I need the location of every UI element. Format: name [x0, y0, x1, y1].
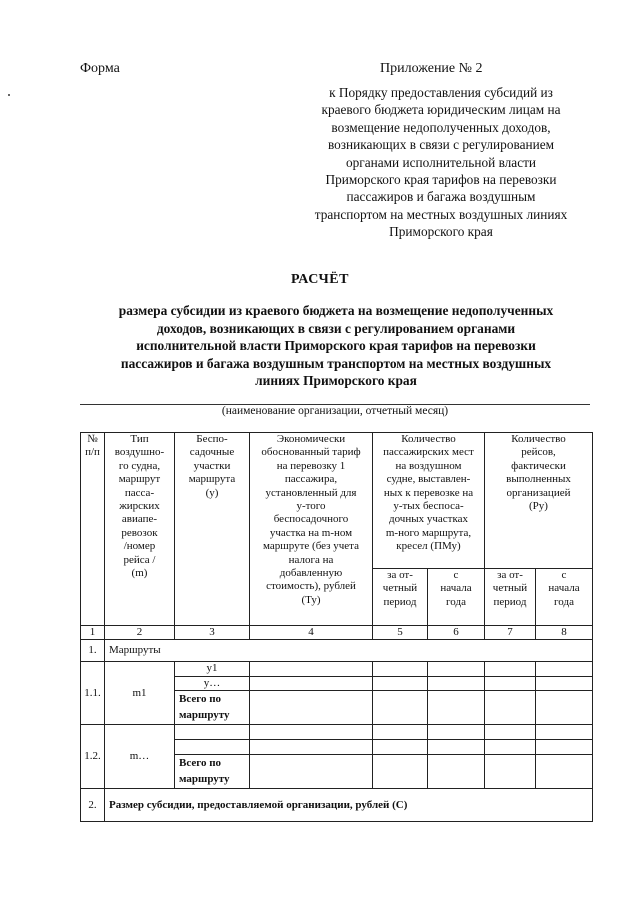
empty-cell	[373, 740, 428, 755]
subtitle-line: исполнительной власти Приморского края тарифов на перевозки	[136, 338, 536, 354]
col-number: 6	[428, 626, 485, 640]
col-number: 1	[81, 626, 105, 640]
route-name: m1	[105, 662, 175, 725]
subheader-seats-ytd: с начала года	[428, 569, 485, 626]
col-number: 7	[485, 626, 536, 640]
header-seats: Количество пассажирских мест на воздушном судне, выставлен- ных к перевозке на у-тых беспоса- дочных участках m-ного маршрута, кресел (ПМу)	[373, 433, 485, 569]
segment-cell: у1	[175, 662, 250, 676]
appendix-text	[288, 84, 594, 241]
header-number: № п/п	[81, 433, 105, 626]
empty-cell	[485, 676, 536, 690]
empty-cell	[536, 740, 593, 755]
subtitle-line: доходов, возникающих в связи с регулированием органами	[156, 320, 516, 336]
empty-cell	[175, 725, 250, 740]
empty-cell	[485, 725, 536, 740]
header-tariff: Экономически обоснованный тариф на перевозку 1 пассажира, установленный для у-того беспосадочного участка на m-ном маршруте (без учета налога на добавленную стоимость), рублей (Ту)	[250, 433, 373, 626]
empty-cell	[373, 755, 428, 789]
col-number: 8	[536, 626, 593, 640]
subtitle-line: пассажиров и багажа воздушным транспортом на местных воздушных	[120, 355, 552, 371]
col-number: 5	[373, 626, 428, 640]
empty-cell	[485, 755, 536, 789]
empty-cell	[536, 725, 593, 740]
appendix-label: Приложение № 2	[380, 61, 483, 76]
subheader-seats-period: за от- четный период	[373, 569, 428, 626]
empty-cell	[536, 676, 593, 690]
appendix-line: органами исполнительной власти	[345, 154, 537, 170]
document-title: РАСЧЁТ	[291, 272, 349, 287]
segment-cell: у…	[175, 676, 250, 690]
document-subtitle	[80, 302, 592, 390]
subtitle-line: размера субсидии из краевого бюджета на возмещение недополученных	[118, 303, 554, 318]
empty-cell	[250, 755, 373, 789]
appendix-line: возникающих в связи с регулированием	[327, 137, 555, 153]
empty-cell	[373, 676, 428, 690]
subsidy-total-label: Размер субсидии, предоставляемой организации, рублей (С)	[105, 789, 593, 822]
col-number: 2	[105, 626, 175, 640]
section-number: 2.	[81, 789, 105, 822]
empty-cell	[536, 755, 593, 789]
appendix-line: Приморского края	[389, 224, 493, 240]
empty-cell	[485, 662, 536, 676]
section-label: Маршруты	[105, 640, 593, 662]
header-nonstop-segments: Беспо- садочные участки маршрута (у)	[175, 433, 250, 626]
empty-cell	[485, 691, 536, 725]
col-number: 4	[250, 626, 373, 640]
header-flights: Количество рейсов, фактически выполненных организацией (Ру)	[485, 433, 593, 569]
table-row	[81, 662, 593, 676]
empty-cell	[428, 676, 485, 690]
col-number: 3	[175, 626, 250, 640]
empty-cell	[175, 740, 250, 755]
empty-cell	[373, 691, 428, 725]
header-aircraft-route: Тип воздушно- го судна, маршрут пасса- жирских авиапе- ревозок /номер рейса / (m)	[105, 433, 175, 626]
appendix-line: пассажиров и багажа воздушным	[346, 189, 536, 205]
subheader-flights-period: за от- четный период	[485, 569, 536, 626]
table-row	[81, 725, 593, 740]
empty-cell	[428, 691, 485, 725]
appendix-line: транспортом на местных воздушных линиях	[314, 206, 568, 222]
appendix-line: возмещение недополученных доходов,	[331, 119, 551, 135]
row-number: 1.1.	[81, 662, 105, 725]
form-label: Форма	[80, 61, 120, 76]
empty-cell	[250, 676, 373, 690]
scan-speck	[8, 94, 10, 96]
section-row-routes	[81, 640, 593, 662]
section-row-subsidy	[81, 789, 593, 822]
empty-cell	[373, 725, 428, 740]
route-name: m…	[105, 725, 175, 789]
subheader-flights-ytd: с начала года	[536, 569, 593, 626]
empty-cell	[428, 725, 485, 740]
empty-cell	[250, 725, 373, 740]
appendix-line: к Порядку предоставления субсидий из	[329, 85, 553, 100]
route-subtotal-label: Всего по маршруту	[175, 755, 250, 789]
row-number: 1.2.	[81, 725, 105, 789]
empty-cell	[428, 662, 485, 676]
empty-cell	[536, 691, 593, 725]
empty-cell	[373, 662, 428, 676]
column-number-row	[81, 626, 593, 640]
empty-cell	[536, 662, 593, 676]
appendix-line: Приморского края тарифов на перевозки	[325, 172, 557, 188]
empty-cell	[428, 755, 485, 789]
empty-cell	[250, 740, 373, 755]
organization-caption: (наименование организации, отчетный месяц)	[221, 405, 449, 417]
empty-cell	[250, 662, 373, 676]
route-subtotal-label: Всего по маршруту	[175, 691, 250, 725]
appendix-line: краевого бюджета юридическим лицам на	[321, 102, 561, 118]
empty-cell	[250, 691, 373, 725]
empty-cell	[485, 740, 536, 755]
section-number: 1.	[81, 640, 105, 662]
empty-cell	[428, 740, 485, 755]
subtitle-line: линиях Приморского края	[255, 373, 417, 389]
subsidy-calculation-table	[80, 432, 593, 822]
